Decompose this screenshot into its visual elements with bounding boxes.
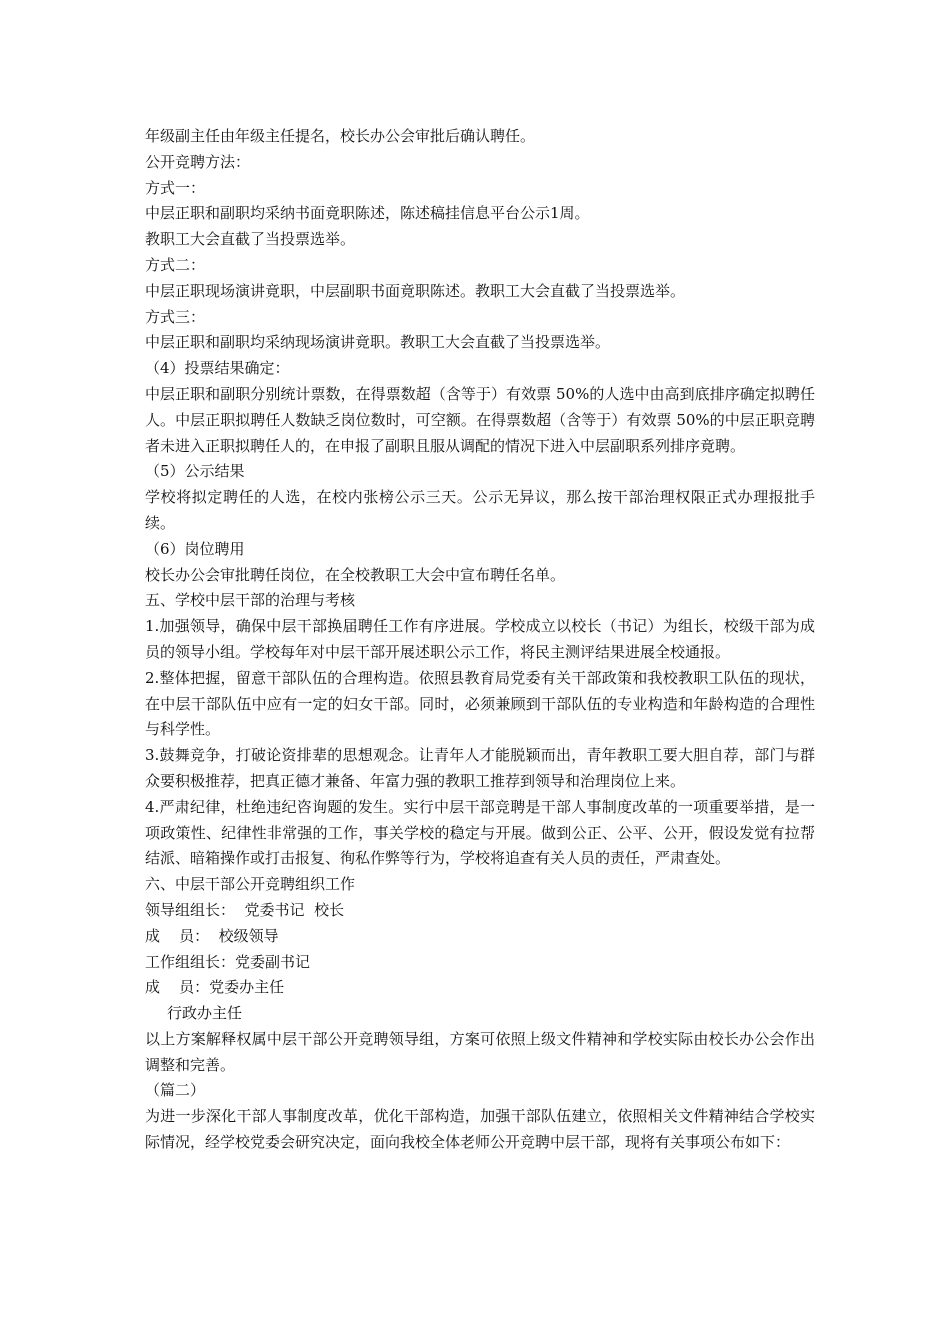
paragraph-part-2-intro: 为进一步深化干部人事制度改革，优化干部构造，加强干部队伍建立，依照相关文件精神结合学校实际情况，经学校党委会研究决定，面向我校全体老师公开竞聘中层干部，现将有关事项公布如下： [145, 1107, 815, 1152]
paragraph-work-members-2: 行政办主任 [167, 1004, 243, 1023]
heading-part-2: （篇二） [145, 1081, 206, 1100]
heading-vote-result: （4）投票结果确定： [145, 359, 290, 378]
heading-method: 公开竞聘方法： [145, 152, 251, 171]
paragraph-work-members: 成 员：党委办主任 [145, 978, 285, 997]
paragraph-mode-2-detail: 中层正职现场演讲竟职，中层副职书面竟职陈述。教职工大会直截了当投票选举。 [145, 281, 686, 300]
paragraph-interpretation: 以上方案解释权属中层干部公开竞聘领导组，方案可依照上级文件精神和学校实际由校长办公会作出调整和完善。 [145, 1029, 815, 1074]
heading-mode-3: 方式三： [145, 307, 206, 326]
paragraph-item-3: 3.鼓舞竞争，打破论资排辈的思想观念。让青年人才能脱颖而出，青年教职工要大胆自荐，部门与群众要积极推荐，把真正德才兼备、年富力强的教职工推荐到领导和治理岗位上来。 [145, 746, 815, 790]
section-heading-5: 五、学校中层干部的治理与考核 [145, 591, 356, 610]
paragraph-item-4: 4.严肃纪律，杜绝违纪咨询题的发生。实行中层干部竞聘是干部人事制度改革的一项重要举措，是一项政策性、纪律性非常强的工作，事关学校的稳定与开展。做到公正、公平、公开，假设发觉有拉帮结派、暗箱操作或打击报复、徇私作弊等行为，学校将追查有关人员的责任，严肃查处。 [145, 797, 815, 868]
paragraph-item-2: 2.整体把握，留意干部队伍的合理构造。依照县教育局党委有关干部政策和我校教职工队伍的现状，在中层干部队伍中应有一定的妇女干部。同时，必须兼顾到干部队伍的专业构造和年龄构造的合理性与科学性。 [145, 668, 815, 739]
paragraph-mode-1-detail: 中层正职和副职均采纳书面竟职陈述，陈述稿挂信息平台公示1周。 [145, 204, 590, 223]
paragraph-publicity: 学校将拟定聘任的人选，在校内张榜公示三天。公示无异议，那么按干部治理权限正式办理报批手续。 [145, 488, 815, 532]
section-heading-6: 六、中层干部公开竞聘组织工作 [145, 875, 356, 894]
paragraph-vote-result: 中层正职和副职分别统计票数，在得票数超（含等于）有效票 50%的人选中由高到底排序确定拟聘任人。中层正职拟聘任人数缺乏岗位数时，可空额。在得票数超（含等于）有效票 50%的中层正职竞聘者未进入正职拟聘任人的，在申报了副职且服从调配的情况下进入中层副职系列排序竟聘。 [145, 384, 815, 455]
paragraph-mode-1-vote: 教职工大会直截了当投票选举。 [145, 230, 356, 249]
heading-mode-2: 方式二： [145, 255, 206, 274]
heading-appointment: （6）岗位聘用 [145, 539, 245, 558]
paragraph-mode-3-detail: 中层正职和副职均采纳现场演讲竟职。教职工大会直截了当投票选举。 [145, 333, 611, 352]
paragraph-appointment: 校长办公会审批聘任岗位，在全校教职工大会中宣布聘任名单。 [145, 565, 566, 584]
paragraph-work-group: 工作组组长：党委副书记 [145, 952, 311, 971]
paragraph-appointment-deputy: 年级副主任由年级主任提名，校长办公会审批后确认聘任。 [145, 127, 536, 145]
document-body [145, 124, 815, 1156]
paragraph-leader-members: 成 员： 校级领导 [145, 926, 279, 945]
paragraph-item-1: 1.加强领导，确保中层干部换届聘任工作有序进展。学校成立以校长（书记）为组长，校级干部为成员的领导小组。学校每年对中层干部开展述职公示工作，将民主测评结果进展全校通报。 [145, 617, 815, 661]
heading-publicity: （5）公示结果 [145, 462, 245, 481]
heading-mode-1: 方式一： [145, 178, 206, 197]
paragraph-leader-group: 领导组组长： 党委书记 校长 [145, 900, 345, 919]
